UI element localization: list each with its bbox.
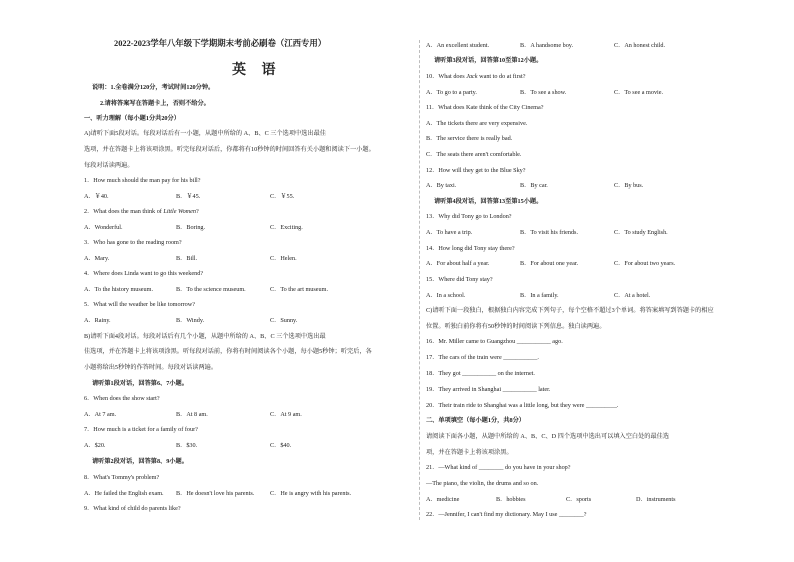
option-a: A．Mary. bbox=[84, 255, 110, 262]
dialogue-heading: 请听第4段对话，回答第13至第15小题。 bbox=[434, 198, 543, 205]
option-a: A．The tickets there are very expensive. bbox=[426, 120, 528, 127]
option-b: B．Bill. bbox=[176, 255, 198, 262]
section-heading-single-choice: 二、单项填空（每小题1分，共8分） bbox=[426, 417, 525, 424]
option-c: C．By bus. bbox=[614, 182, 644, 189]
question-21: 21．—What kind of ________ do you have in your shop? bbox=[426, 464, 571, 471]
section-2-instructions: 请阅读下面各小题，从题中所给的 A、B、C、D 四个选项中选出可以填入空白处的最佳选 bbox=[426, 433, 670, 440]
option-c: C．At 9 am. bbox=[270, 411, 302, 418]
option-c: C．To see a movie. bbox=[614, 89, 664, 96]
option-c: C．For about two years. bbox=[614, 260, 676, 267]
dialogue-heading: 请听第1段对话，回答第6、7小题。 bbox=[92, 380, 188, 387]
dialogue-heading: 请听第2段对话，回答第8、9小题。 bbox=[92, 458, 188, 465]
option-a: A．$20. bbox=[84, 442, 106, 449]
option-c: C．Helen. bbox=[270, 255, 297, 262]
question-16: 16．Mr. Miller came to Guangzhou ___________ ago. bbox=[426, 338, 563, 345]
question-12: 12．How will they get to the Blue Sky? bbox=[426, 167, 526, 174]
option-b: B．In a family. bbox=[520, 292, 559, 299]
question-18: 18．They got ___________ on the internet. bbox=[426, 370, 535, 377]
option-b: B．Boring. bbox=[176, 224, 206, 231]
option-a: A．medicine bbox=[426, 496, 460, 503]
question-2: 2．What does the man think of Little Women? bbox=[84, 208, 199, 215]
instruction-2: 2.请将答案写在答题卡上，否则不给分。 bbox=[100, 100, 210, 107]
option-b: B．To the science museum. bbox=[176, 286, 246, 293]
instruction-1: 说明：1.全卷满分120分，考试时间120分钟。 bbox=[92, 84, 215, 91]
option-c: C．Exciting. bbox=[270, 224, 303, 231]
question-8: 8．What's Tommy's problem? bbox=[84, 474, 160, 481]
question-4: 4．Where does Linda want to go this weekend? bbox=[84, 270, 204, 277]
question-21-reply: —The piano, the violin, the drums and so on. bbox=[426, 480, 539, 487]
option-b: B．At 8 am. bbox=[176, 411, 208, 418]
option-b: B．For about one year. bbox=[520, 260, 579, 267]
part-c-instructions: 位置。听独白前你将有50秒钟的时间阅读下列信息。独白读两遍。 bbox=[426, 323, 606, 330]
question-17: 17．The cars of the train were ___________. bbox=[426, 354, 539, 361]
option-d: D．instruments bbox=[636, 496, 676, 503]
option-a: A．To have a trip. bbox=[426, 229, 473, 236]
section-2-instructions: 项，并在答题卡上将该项涂黑。 bbox=[426, 449, 513, 456]
part-a-instructions: A)请听下面5段对话。每段对话后有一小题，从题中所给的 A、B、C 三个选项中选出最佳 bbox=[84, 130, 326, 137]
part-a-instructions: 每段对话读两遍。 bbox=[84, 162, 134, 169]
option-c: C．sports bbox=[566, 496, 592, 503]
part-a-instructions: 选项，并在答题卡上将该项涂黑。听完每段对话后，你都将有10秒钟的时间回答有关小题和阅读下一小题。 bbox=[84, 146, 375, 153]
question-10: 10．What does Jack want to do at first? bbox=[426, 73, 526, 80]
question-13: 13．Why did Tony go to London? bbox=[426, 213, 512, 220]
option-a: A．To the history museum. bbox=[84, 286, 153, 293]
question-14: 14．How long did Tony stay there? bbox=[426, 245, 515, 252]
exam-title: 2022-2023学年八年级下学期期末考前必刷卷（江西专用） bbox=[114, 39, 327, 48]
option-a: A．For about half a year. bbox=[426, 260, 490, 267]
option-b: B．$30. bbox=[176, 442, 198, 449]
section-heading-listening: 一、听力理解（每小题1分共20分） bbox=[84, 115, 180, 122]
question-20: 20．Their train ride to Shanghai was a little long, but they were __________. bbox=[426, 402, 619, 409]
question-5: 5．What will the weather be like tomorrow? bbox=[84, 301, 195, 308]
option-b: B．The service there is really bad. bbox=[426, 135, 513, 142]
question-11: 11．What does Kate think of the City Cinema? bbox=[426, 104, 544, 111]
question-15: 15．Where did Tony stay? bbox=[426, 276, 493, 283]
option-b: B．He doesn't love his parents. bbox=[176, 490, 255, 497]
subject-title: 英 语 bbox=[232, 63, 282, 78]
question-3: 3．Who has gone to the reading room? bbox=[84, 239, 182, 246]
option-c: C．He is angry with his parents. bbox=[270, 490, 352, 497]
option-a: A．Rainy. bbox=[84, 317, 111, 324]
option-c: C．Sunny. bbox=[270, 317, 298, 324]
option-a: A．To go to a party. bbox=[426, 89, 477, 96]
question-19: 19．They arrived in Shanghai ___________ later. bbox=[426, 386, 551, 393]
option-b: B．hobbies bbox=[496, 496, 526, 503]
option-a: A．In a school. bbox=[426, 292, 466, 299]
option-c: C．The seats there aren't comfortable. bbox=[426, 151, 522, 158]
question-9: 9．What kind of child do parents like? bbox=[84, 505, 181, 512]
option-b: B．￥45. bbox=[176, 193, 201, 200]
dialogue-heading: 请听第3段对话，回答第10至第12小题。 bbox=[434, 57, 543, 64]
column-divider bbox=[419, 40, 420, 520]
option-a: A．At 7 am. bbox=[84, 411, 117, 418]
option-c: C．An honest child. bbox=[614, 42, 666, 49]
question-7: 7．How much is a ticket for a family of four? bbox=[84, 426, 198, 433]
option-b: B．To visit his friends. bbox=[520, 229, 579, 236]
option-c: C．$40. bbox=[270, 442, 292, 449]
option-b: B．By car. bbox=[520, 182, 548, 189]
part-b-instructions: 佳选项，并在答题卡上将该项涂黑。听每段对话前，你将有时间阅读各个小题，每小题5秒钟；听完后，各 bbox=[84, 348, 372, 355]
option-b: B．A handsome boy. bbox=[520, 42, 574, 49]
question-22: 22．—Jennifer, I can't find my dictionary. May I use ________? bbox=[426, 511, 587, 518]
option-b: B．Windy. bbox=[176, 317, 205, 324]
option-c: C．￥55. bbox=[270, 193, 295, 200]
option-a: A．An excellent student. bbox=[426, 42, 490, 49]
option-a: A．By taxi. bbox=[426, 182, 457, 189]
part-b-instructions: 小题将给出5秒钟的作答时间。每段对话读两遍。 bbox=[84, 364, 218, 371]
option-c: C．To study English. bbox=[614, 229, 668, 236]
question-1: 1．How much should the man pay for his bill? bbox=[84, 177, 201, 184]
option-c: C．To the art museum. bbox=[270, 286, 328, 293]
option-a: A．Wonderful. bbox=[84, 224, 123, 231]
part-c-instructions: C)请听下面一段独白，根据独白内容完成下列句子，每个空格不超过3个单词。将答案填写到答题卡的相应 bbox=[426, 307, 714, 314]
option-a: A．￥40. bbox=[84, 193, 109, 200]
question-6: 6．When does the show start? bbox=[84, 395, 160, 402]
option-c: C．At a hotel. bbox=[614, 292, 651, 299]
part-b-instructions: B)请听下面4段对话。每段对话后有几个小题，从题中所给的 A、B、C 三个选项中选出最 bbox=[84, 333, 326, 340]
option-b: B．To see a show. bbox=[520, 89, 567, 96]
option-a: A．He failed the English exam. bbox=[84, 490, 164, 497]
